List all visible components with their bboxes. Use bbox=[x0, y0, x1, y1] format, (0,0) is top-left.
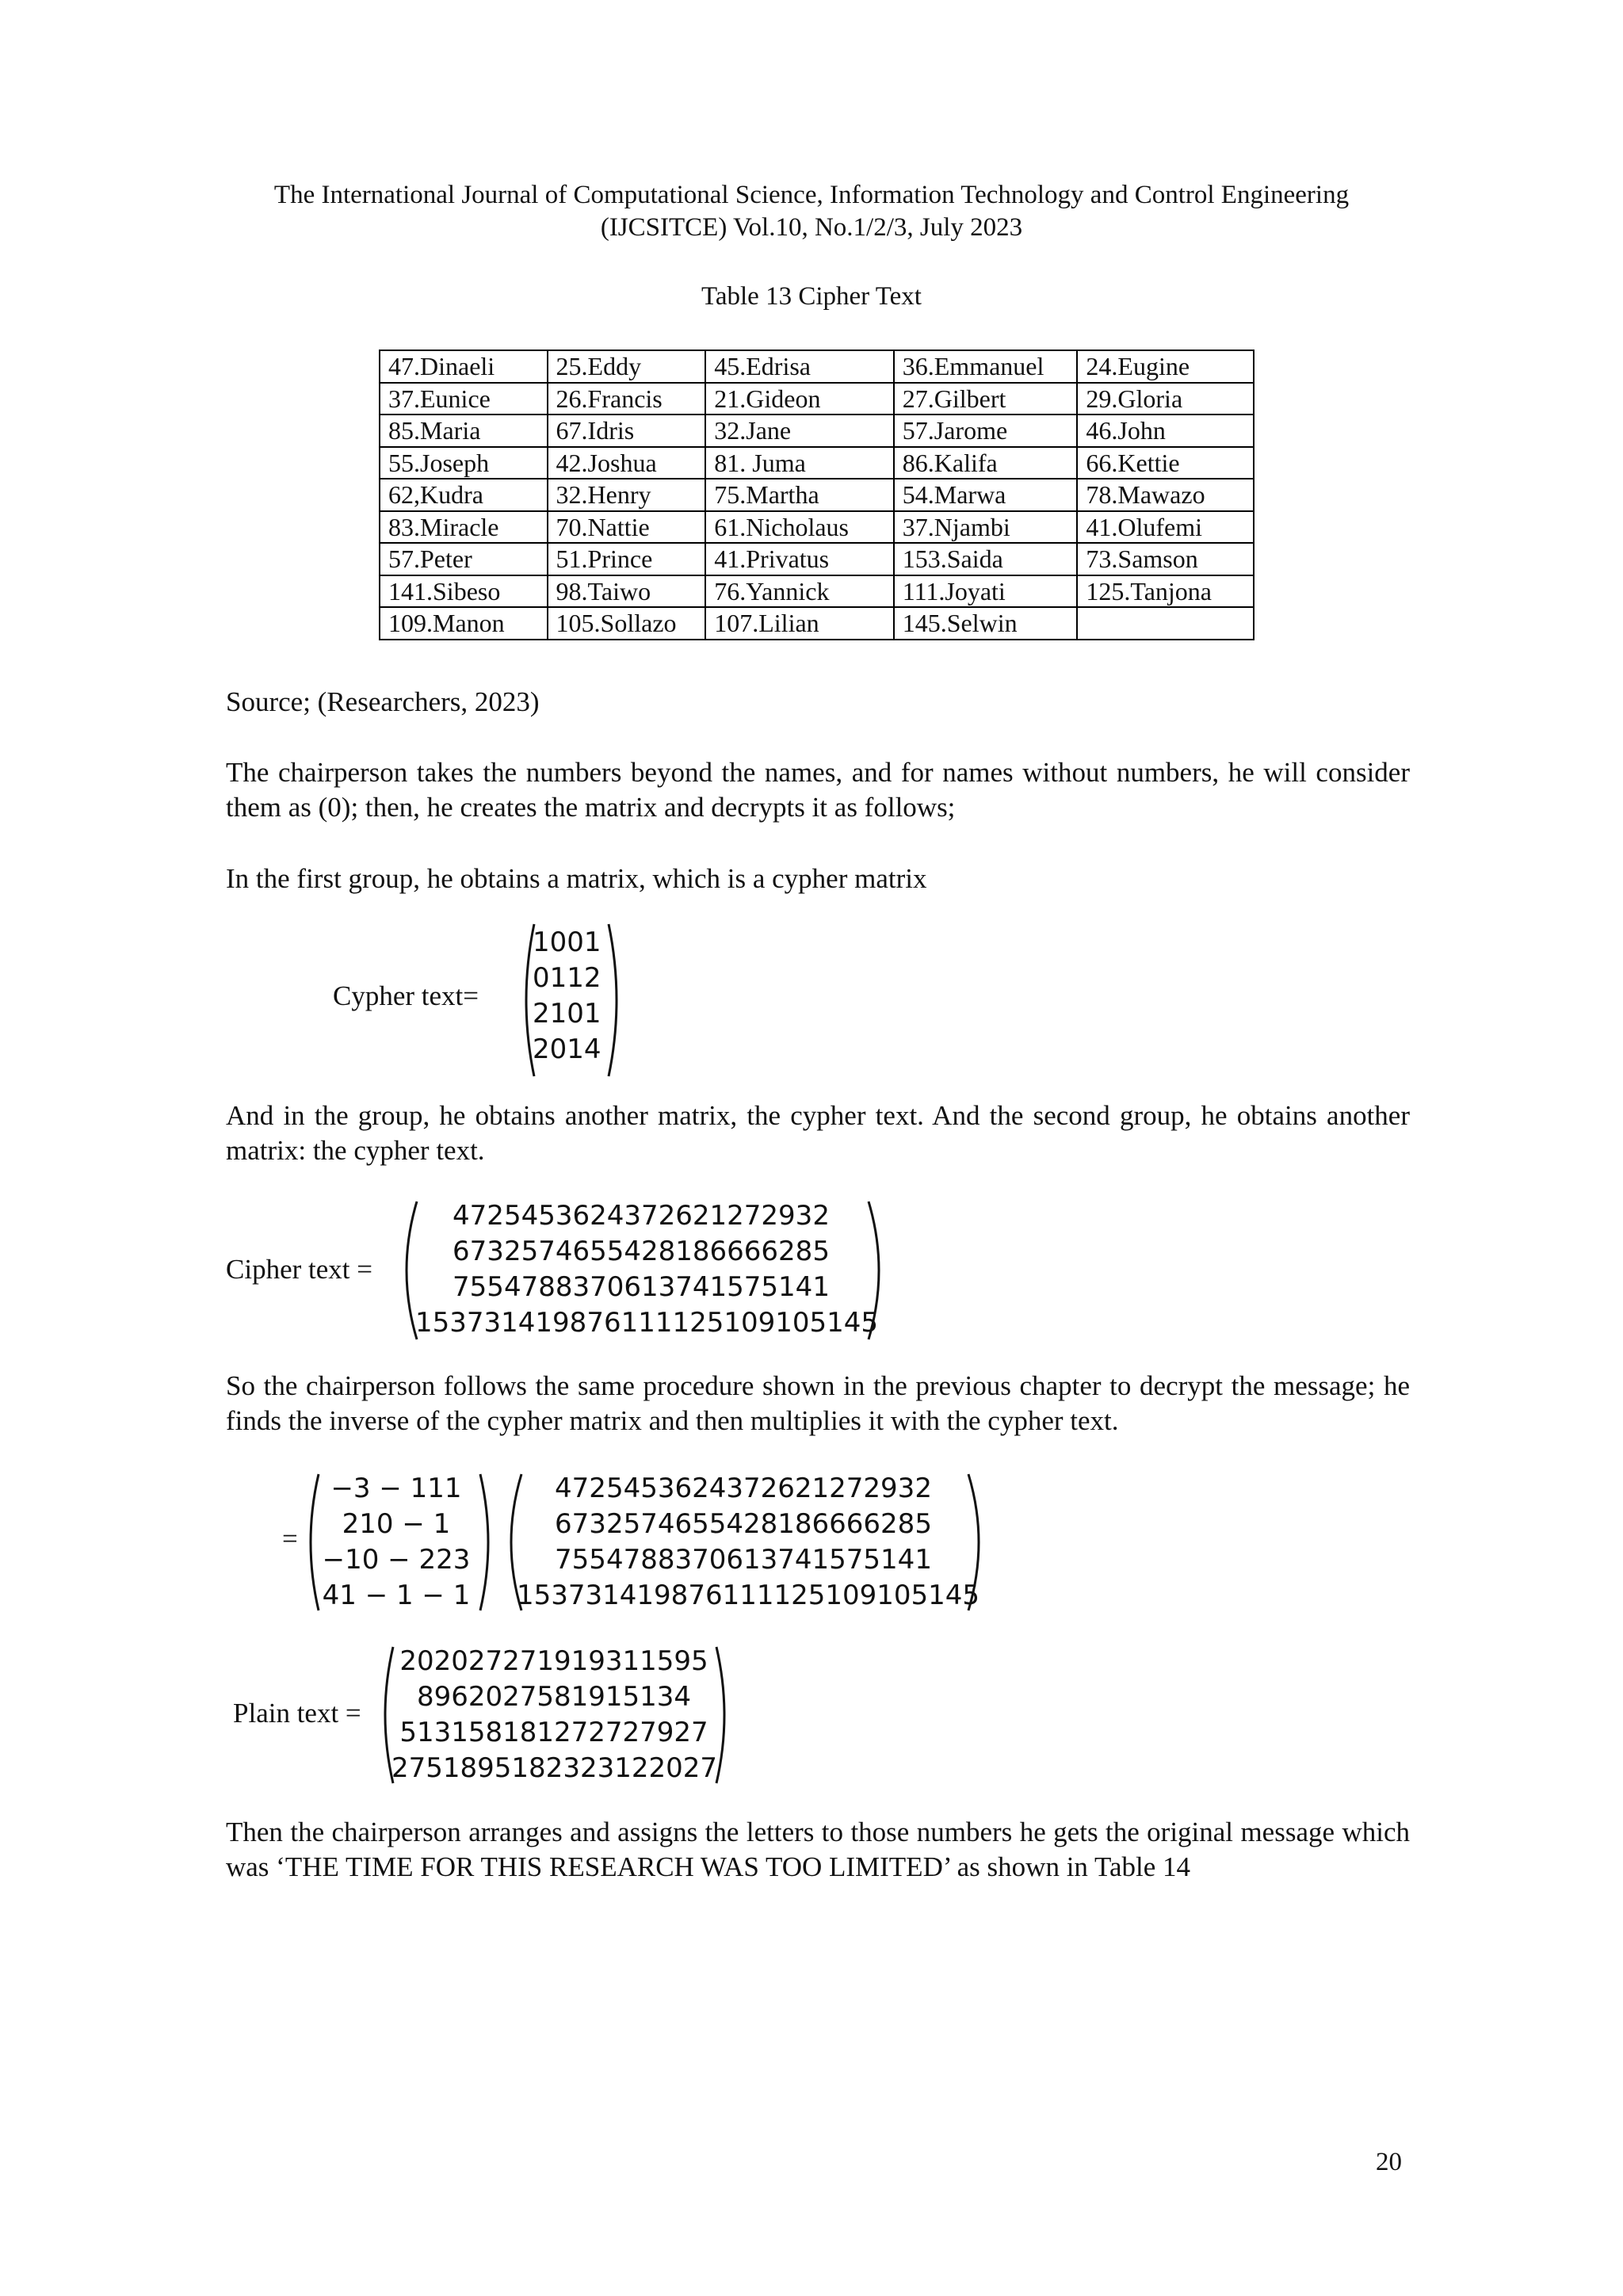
table-cell: 41.Olufemi bbox=[1077, 511, 1254, 544]
table-cell: 25.Eddy bbox=[548, 350, 706, 383]
cipher-text-matrix bbox=[415, 1198, 879, 1341]
table-cell: 75.Martha bbox=[705, 479, 894, 511]
table-cell: 66.Kettie bbox=[1077, 447, 1254, 479]
table-cell: 21.Gideon bbox=[705, 383, 894, 415]
table-row bbox=[380, 607, 1254, 640]
product-text-row: 4725453624372621272932 bbox=[555, 1473, 932, 1504]
cypher-matrix-row: 1001 bbox=[533, 926, 601, 958]
table-cell: 67.Idris bbox=[548, 415, 706, 447]
cipher-text-row: 4725453624372621272932 bbox=[453, 1200, 830, 1232]
table-cell: 27.Gilbert bbox=[894, 383, 1078, 415]
table-cell: 37.Njambi bbox=[894, 511, 1078, 544]
table-cell: 32.Henry bbox=[548, 479, 706, 511]
table-source: Source; (Researchers, 2023) bbox=[226, 686, 540, 717]
inverse-matrix-row: −10 − 223 bbox=[322, 1544, 471, 1576]
table-cell: 109.Manon bbox=[380, 607, 548, 640]
table-cell: 29.Gloria bbox=[1077, 383, 1254, 415]
plain-text-row: 8962027581915134 bbox=[416, 1681, 692, 1713]
plain-text-label: Plain text = bbox=[233, 1698, 361, 1729]
journal-header-line-2: (IJCSITCE) Vol.10, No.1/2/3, July 2023 bbox=[600, 213, 1023, 242]
table-row bbox=[380, 479, 1254, 511]
page-number: 20 bbox=[1376, 2148, 1402, 2176]
table-cell: 81. Juma bbox=[705, 447, 894, 479]
table-row bbox=[380, 575, 1254, 608]
table-row bbox=[380, 350, 1254, 383]
cypher-matrix-row: 0112 bbox=[533, 962, 601, 994]
table-caption: Table 13 Cipher Text bbox=[701, 282, 922, 311]
journal-header-line-1: The International Journal of Computational Science, Information Technology and Control Engineering bbox=[273, 181, 1350, 209]
table-cell: 76.Yannick bbox=[705, 575, 894, 608]
inverse-matrix bbox=[319, 1471, 474, 1614]
table-cell: 111.Joyati bbox=[894, 575, 1078, 608]
inverse-matrix-row: 41 − 1 − 1 bbox=[322, 1580, 471, 1611]
paragraph-first-group: In the first group, he obtains a matrix, which is a cypher matrix bbox=[226, 863, 927, 894]
table-cell: 24.Eugine bbox=[1077, 350, 1254, 383]
table-row bbox=[380, 543, 1254, 575]
table-cell: 51.Prince bbox=[548, 543, 706, 575]
table-cell: 26.Francis bbox=[548, 383, 706, 415]
table-cell bbox=[1077, 607, 1254, 640]
cypher-matrix-row: 2101 bbox=[533, 998, 601, 1030]
table-cell: 45.Edrisa bbox=[705, 350, 894, 383]
table-cell: 125.Tanjona bbox=[1077, 575, 1254, 608]
table-cell: 36.Emmanuel bbox=[894, 350, 1078, 383]
paragraph-conclusion: Then the chairperson arranges and assigns the letters to those numbers he gets the original message which was ‘THE TIME FOR THIS RESEARCH WAS TOO LIMITED’ as shown in Table 14 bbox=[226, 1817, 1410, 1882]
cipher-text-right-paren bbox=[864, 1198, 892, 1343]
table-cell: 73.Samson bbox=[1077, 543, 1254, 575]
cipher-text-row: 6732574655428186666285 bbox=[453, 1236, 830, 1267]
cypher-matrix bbox=[533, 925, 601, 1068]
table-row bbox=[380, 511, 1254, 544]
table-cell: 62,Kudra bbox=[380, 479, 548, 511]
table-cell: 141.Sibeso bbox=[380, 575, 548, 608]
product-cipher-text-matrix bbox=[517, 1471, 980, 1614]
cypher-matrix-right-paren bbox=[604, 921, 628, 1079]
cipher-text-row: 7554788370613741575141 bbox=[453, 1271, 830, 1303]
table-cell: 54.Marwa bbox=[894, 479, 1078, 511]
table-row bbox=[380, 383, 1254, 415]
plain-text-row: 2751895182323122027 bbox=[391, 1752, 718, 1784]
cipher-text-table bbox=[379, 350, 1254, 640]
plain-text-row: 202027271919311595 bbox=[399, 1645, 708, 1677]
table-cell: 105.Sollazo bbox=[548, 607, 706, 640]
paragraph-procedure: So the chairperson follows the same procedure shown in the previous chapter to decrypt the message; he finds the inverse of the cypher matrix and then multiplies it with the cypher text. bbox=[226, 1370, 1410, 1436]
cipher-text-row: 153731419876111125109105145 bbox=[415, 1307, 879, 1339]
plain-text-matrix bbox=[391, 1644, 716, 1786]
table-cell: 107.Lilian bbox=[705, 607, 894, 640]
product-text-row: 6732574655428186666285 bbox=[555, 1508, 932, 1540]
table-cell: 83.Miracle bbox=[380, 511, 548, 544]
table-cell: 78.Mawazo bbox=[1077, 479, 1254, 511]
table-cell: 42.Joshua bbox=[548, 447, 706, 479]
table-cell: 98.Taiwo bbox=[548, 575, 706, 608]
table-cell: 145.Selwin bbox=[894, 607, 1078, 640]
cypher-matrix-row: 2014 bbox=[533, 1033, 601, 1065]
cipher-text-label: Cipher text = bbox=[226, 1254, 372, 1285]
table-cell: 153.Saida bbox=[894, 543, 1078, 575]
cypher-text-label: Cypher text= bbox=[333, 980, 479, 1011]
product-text-row: 7554788370613741575141 bbox=[555, 1544, 932, 1576]
table-cell: 41.Privatus bbox=[705, 543, 894, 575]
table-cell: 57.Peter bbox=[380, 543, 548, 575]
plain-text-row: 513158181272727927 bbox=[399, 1717, 708, 1748]
table-row bbox=[380, 415, 1254, 447]
table-cell: 86.Kalifa bbox=[894, 447, 1078, 479]
product-text-right-paren bbox=[964, 1471, 992, 1614]
table-cell: 85.Maria bbox=[380, 415, 548, 447]
table-cell: 57.Jarome bbox=[894, 415, 1078, 447]
table-cell: 61.Nicholaus bbox=[705, 511, 894, 544]
inverse-matrix-row: −3 − 111 bbox=[330, 1473, 462, 1504]
paragraph-decrypt-intro: The chairperson takes the numbers beyond the names, and for names without numbers, he will consider them as (0); then, he creates the matrix and decrypts it as follows; bbox=[226, 757, 1410, 823]
table-cell: 70.Nattie bbox=[548, 511, 706, 544]
plain-text-right-paren bbox=[712, 1644, 735, 1786]
table-cell: 32.Jane bbox=[705, 415, 894, 447]
table-cell: 55.Joseph bbox=[380, 447, 548, 479]
inverse-matrix-right-paren bbox=[475, 1471, 499, 1614]
paragraph-second-group: And in the group, he obtains another matrix, the cypher text. And the second group, he obtains another matrix: the cypher text. bbox=[226, 1100, 1410, 1166]
table-row bbox=[380, 447, 1254, 479]
equals-sign: = bbox=[282, 1523, 298, 1554]
table-cell: 37.Eunice bbox=[380, 383, 548, 415]
product-text-row: 153731419876111125109105145 bbox=[517, 1580, 980, 1611]
table-cell: 47.Dinaeli bbox=[380, 350, 548, 383]
inverse-matrix-row: 210 − 1 bbox=[342, 1508, 451, 1540]
table-cell: 46.John bbox=[1077, 415, 1254, 447]
